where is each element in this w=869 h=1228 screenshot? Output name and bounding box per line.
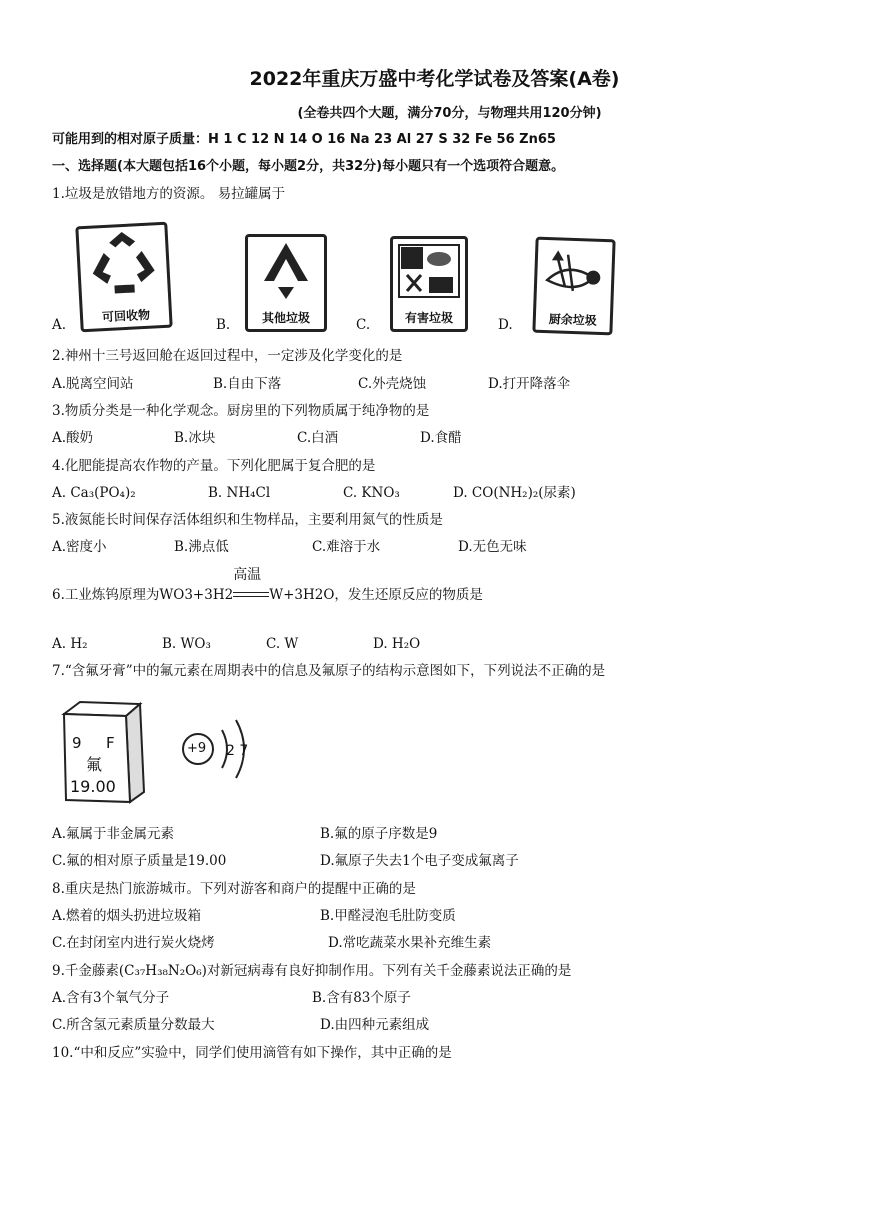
other-waste-caption: 其他垃圾	[261, 311, 310, 325]
q7-option-a: A.氟属于非金属元素	[52, 826, 175, 842]
q4-option-a: A. Ca₃(PO₄)₂	[52, 485, 136, 501]
page-subtitle: (全卷共四个大题，满分70分，与物理共用120分钟)	[297, 106, 602, 121]
kitchen-waste-bin-icon	[532, 237, 615, 336]
atomic-masses: 可能用到的相对原子质量：H 1 C 12 N 14 O 16 Na 23 Al 27 S 32 Fe 56 Zn65	[52, 132, 556, 147]
question-9-stem: 9.千金藤素(C₃₇H₃₈N₂O₆)对新冠病毒有良好抑制作用。下列有关千金藤素说法正确的是	[52, 963, 572, 979]
q6-option-d: D. H₂O	[373, 636, 421, 652]
kitchen-waste-caption: 厨余垃圾	[548, 312, 598, 328]
atom-electron-shells: 2 7	[226, 743, 249, 759]
hazardous-waste-bin-icon	[390, 236, 468, 332]
q6-stem-products: W+3H2O，发生还原反应的物质是	[269, 587, 483, 603]
q6-stem-reactants: 6.工业炼钨原理为WO3+3H2	[52, 587, 234, 603]
question-7-stem: 7.“含氟牙膏”中的氟元素在周期表中的信息及氟原子的结构示意图如下，下列说法不正确的是	[52, 663, 606, 679]
q2-option-c: C.外壳烧蚀	[358, 376, 427, 392]
q9-option-b: B.含有83个原子	[312, 990, 411, 1006]
q6-option-b: B. WO₃	[162, 636, 211, 652]
question-2-stem: 2.神州十三号返回舱在返回过程中，一定涉及化学变化的是	[52, 348, 403, 364]
q1-label-d: D.	[498, 317, 513, 333]
reaction-arrow	[233, 567, 269, 604]
q8-option-a: A.燃着的烟头扔进垃圾箱	[52, 908, 202, 924]
q9-option-c: C.所含氢元素质量分数最大	[52, 1017, 215, 1033]
question-5-stem: 5.液氮能长时间保存活体组织和生物样品，主要利用氮气的性质是	[52, 512, 443, 528]
page-title: 2022年重庆万盛中考化学试卷及答案(A卷)	[249, 68, 620, 90]
q3-option-d: D.食醋	[420, 430, 462, 446]
q7-option-c: C.氟的相对原子质量是19.00	[52, 853, 227, 869]
hazardous-waste-caption: 有害垃圾	[404, 311, 453, 325]
q3-option-a: A.酸奶	[52, 430, 94, 446]
q8-option-c: C.在封闭室内进行炭火烧烤	[52, 935, 215, 951]
q3-option-b: B.冰块	[174, 430, 216, 446]
q6-option-a: A. H₂	[52, 636, 88, 652]
q4-option-c: C. KNO₃	[343, 485, 400, 501]
q4-option-b: B. NH₄Cl	[208, 485, 271, 501]
q3-option-c: C.白酒	[297, 430, 339, 446]
recyclable-bin-icon	[75, 222, 172, 333]
q1-label-b: B.	[216, 317, 231, 333]
element-symbol: F	[106, 734, 115, 752]
question-3-stem: 3.物质分类是一种化学观念。厨房里的下列物质属于纯净物的是	[52, 403, 430, 419]
element-atomic-number: 9	[72, 734, 82, 752]
q9-option-a: A.含有3个氧气分子	[52, 990, 170, 1006]
q8-option-b: B.甲醛浸泡毛肚防变质	[320, 908, 456, 924]
element-name: 氟	[86, 755, 103, 774]
q5-option-a: A.密度小	[52, 539, 107, 555]
q2-option-b: B.自由下落	[213, 376, 282, 392]
triangle-arrows-icon	[248, 237, 324, 305]
q5-option-c: C.难溶于水	[312, 539, 381, 555]
element-atomic-mass: 19.00	[70, 777, 116, 796]
question-8-stem: 8.重庆是热门旅游城市。下列对游客和商户的提醒中正确的是	[52, 881, 416, 897]
recycle-arrows-icon	[78, 225, 168, 303]
q2-option-d: D.打开降落伞	[488, 376, 571, 392]
q8-option-d: D.常吃蔬菜水果补充维生素	[328, 935, 492, 951]
q4-option-d: D. CO(NH₂)₂(尿素)	[453, 485, 576, 501]
fish-bone-icon	[536, 240, 612, 309]
atom-nucleus-charge: +9	[187, 741, 207, 756]
question-1-stem: 1.垃圾是放错地方的资源。 易拉罐属于	[52, 186, 286, 202]
recyclable-caption: 可回收物	[101, 307, 151, 325]
q5-option-b: B.沸点低	[174, 539, 229, 555]
q9-option-d: D.由四种元素组成	[320, 1017, 430, 1033]
section-heading: 一、选择题(本大题包括16个小题，每小题2分，共32分)每小题只有一个选项符合题意。	[52, 159, 565, 174]
q5-option-d: D.无色无味	[458, 539, 527, 555]
q1-label-c: C.	[356, 317, 371, 333]
hazard-symbol-icon	[393, 239, 465, 305]
q2-option-a: A.脱离空间站	[52, 376, 134, 392]
question-10-stem: 10.“中和反应”实验中，同学们使用滴管有如下操作，其中正确的是	[52, 1045, 452, 1061]
q7-option-d: D.氟原子失去1个电子变成氟离子	[320, 853, 519, 869]
question-4-stem: 4.化肥能提高农作物的产量。下列化肥属于复合肥的是	[52, 458, 376, 474]
q7-option-b: B.氟的原子序数是9	[320, 826, 438, 842]
q1-label-a: A.	[52, 317, 67, 333]
other-waste-bin-icon	[245, 234, 327, 332]
reaction-condition: 高温	[233, 567, 262, 583]
q6-option-c: C. W	[266, 636, 299, 652]
question-6-stem	[52, 567, 483, 604]
